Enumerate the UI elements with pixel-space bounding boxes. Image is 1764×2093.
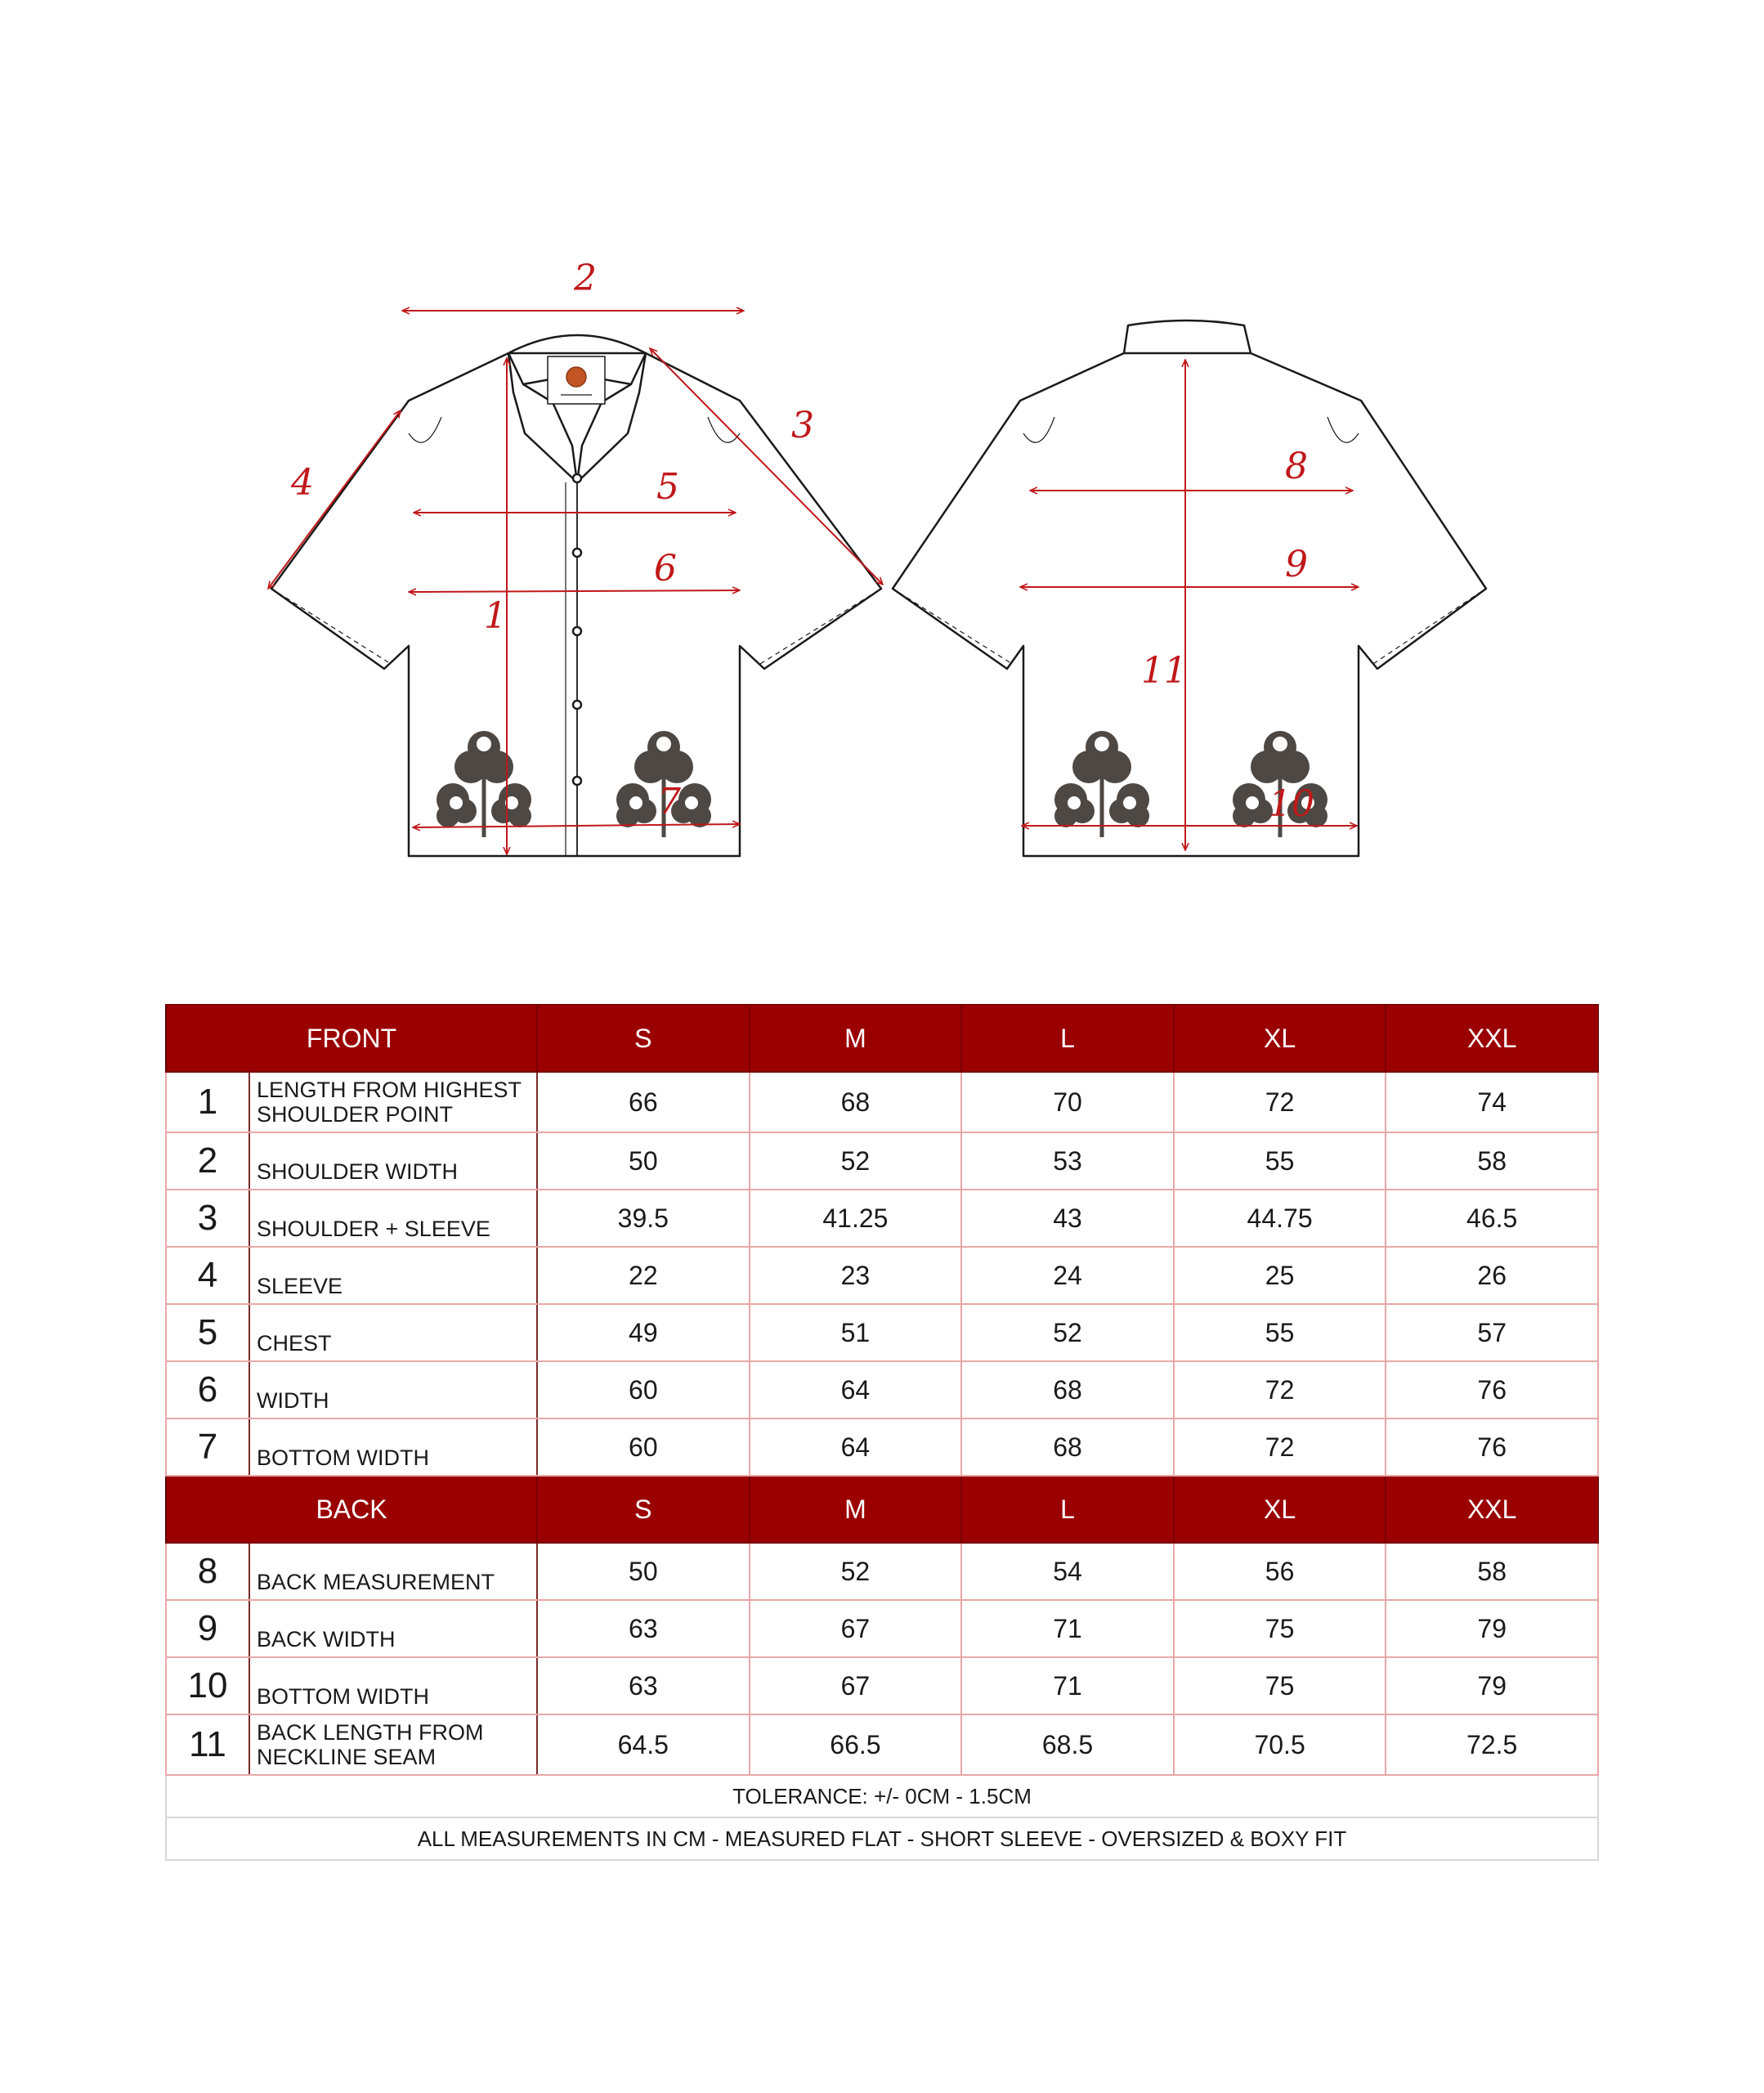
measure-label-2: 2 [574, 258, 597, 299]
front-header-row [166, 1005, 1598, 1072]
measure-value: 66 [537, 1072, 750, 1132]
measure-value: 64 [750, 1361, 962, 1418]
measure-value: 50 [537, 1543, 750, 1600]
measure-label: SHOULDER + SLEEVE [249, 1190, 537, 1247]
size-header-xl: XL [1174, 1005, 1386, 1072]
measure-value: 52 [750, 1543, 962, 1600]
measure-number: 9 [166, 1600, 249, 1657]
measure-number: 5 [166, 1304, 249, 1361]
size-header-m: M [750, 1476, 962, 1543]
table-row [166, 1543, 1598, 1600]
measure-value: 64.5 [537, 1714, 750, 1775]
fit-note: ALL MEASUREMENTS IN CM - MEASURED FLAT - SHORT SLEEVE - OVERSIZED & BOXY FIT [166, 1817, 1598, 1860]
measure-value: 79 [1386, 1600, 1598, 1657]
measure-value: 39.5 [537, 1190, 750, 1247]
measure-value: 70 [961, 1072, 1174, 1132]
table-row [166, 1247, 1598, 1304]
measure-value: 68 [961, 1418, 1174, 1476]
measure-value: 68 [961, 1361, 1174, 1418]
measure-number: 10 [166, 1657, 249, 1714]
measure-label: SHOULDER WIDTH [249, 1132, 537, 1190]
measure-number: 11 [166, 1714, 249, 1775]
measure-value: 41.25 [750, 1190, 962, 1247]
measure-number: 2 [166, 1132, 249, 1190]
measure-label: WIDTH [249, 1361, 537, 1418]
measure-value: 57 [1386, 1304, 1598, 1361]
size-header-xl: XL [1174, 1476, 1386, 1543]
measure-number: 7 [166, 1418, 249, 1476]
back-header-row [166, 1476, 1598, 1543]
size-header-l: L [961, 1005, 1174, 1072]
table-row [166, 1714, 1598, 1775]
measure-value: 22 [537, 1247, 750, 1304]
measure-label: BACK MEASUREMENT [249, 1543, 537, 1600]
measure-value: 71 [961, 1657, 1174, 1714]
measure-label-11: 11 [1141, 650, 1187, 692]
measure-value: 58 [1386, 1543, 1598, 1600]
table-row [166, 1304, 1598, 1361]
measure-value: 74 [1386, 1072, 1598, 1132]
measure-value: 72 [1174, 1072, 1386, 1132]
measure-label-4: 4 [291, 462, 314, 504]
measure-value: 51 [750, 1304, 962, 1361]
measure-value: 44.75 [1174, 1190, 1386, 1247]
measure-value: 70.5 [1174, 1714, 1386, 1775]
measure-value: 56 [1174, 1543, 1386, 1600]
measure-value: 72 [1174, 1418, 1386, 1476]
front-shirt-drawing [271, 335, 881, 856]
measure-value: 50 [537, 1132, 750, 1190]
table-row [166, 1072, 1598, 1132]
measure-number: 1 [166, 1072, 249, 1132]
measure-value: 71 [961, 1600, 1174, 1657]
measure-value: 49 [537, 1304, 750, 1361]
measure-value: 67 [750, 1657, 962, 1714]
front-section-title: FRONT [166, 1005, 537, 1072]
measure-label: BACK WIDTH [249, 1600, 537, 1657]
measure-label-10: 10 [1269, 783, 1314, 825]
measure-value: 66.5 [750, 1714, 962, 1775]
measure-value: 63 [537, 1600, 750, 1657]
measure-value: 46.5 [1386, 1190, 1598, 1247]
measure-value: 63 [537, 1657, 750, 1714]
measure-value: 55 [1174, 1304, 1386, 1361]
measure-value: 25 [1174, 1247, 1386, 1304]
table-row [166, 1132, 1598, 1190]
measure-value: 58 [1386, 1132, 1598, 1190]
measure-value: 76 [1386, 1418, 1598, 1476]
measure-value: 52 [750, 1132, 962, 1190]
size-chart-table [165, 1004, 1599, 1861]
size-header-s: S [537, 1005, 750, 1072]
measure-label-1: 1 [484, 595, 507, 637]
measure-value: 26 [1386, 1247, 1598, 1304]
measure-label-5: 5 [656, 466, 679, 508]
measure-label: SLEEVE [249, 1247, 537, 1304]
size-header-xxl: XXL [1386, 1005, 1598, 1072]
back-section-title: BACK [166, 1476, 537, 1543]
measure-value: 75 [1174, 1657, 1386, 1714]
measure-value: 53 [961, 1132, 1174, 1190]
measure-label: BOTTOM WIDTH [249, 1657, 537, 1714]
measure-value: 24 [961, 1247, 1174, 1304]
measure-value: 79 [1386, 1657, 1598, 1714]
size-header-s: S [537, 1476, 750, 1543]
measure-label-8: 8 [1285, 446, 1308, 487]
back-shirt-drawing [893, 320, 1486, 856]
measure-value: 55 [1174, 1132, 1386, 1190]
measure-value: 72.5 [1386, 1714, 1598, 1775]
shirt-diagram [0, 0, 1764, 924]
measure-label-3: 3 [791, 405, 814, 446]
table-row [166, 1657, 1598, 1714]
measure-value: 68 [750, 1072, 962, 1132]
measure-value: 54 [961, 1543, 1174, 1600]
measure-number: 3 [166, 1190, 249, 1247]
measure-number: 6 [166, 1361, 249, 1418]
table-row [166, 1361, 1598, 1418]
size-header-m: M [750, 1005, 962, 1072]
measure-value: 23 [750, 1247, 962, 1304]
measure-label-6: 6 [654, 548, 677, 589]
tolerance-note: TOLERANCE: +/- 0CM - 1.5CM [166, 1775, 1598, 1817]
measure-value: 43 [961, 1190, 1174, 1247]
measure-label: LENGTH FROM HIGHEST SHOULDER POINT [249, 1072, 537, 1132]
measure-label: BACK LENGTH FROM NECKLINE SEAM [249, 1714, 537, 1775]
measure-number: 4 [166, 1247, 249, 1304]
measure-value: 60 [537, 1418, 750, 1476]
measure-value: 60 [537, 1361, 750, 1418]
measure-value: 64 [750, 1418, 962, 1476]
table-row [166, 1600, 1598, 1657]
measure-value: 75 [1174, 1600, 1386, 1657]
tolerance-note-row [166, 1775, 1598, 1817]
measure-value: 68.5 [961, 1714, 1174, 1775]
measure-label-9: 9 [1285, 544, 1308, 585]
measure-value: 67 [750, 1600, 962, 1657]
size-header-l: L [961, 1476, 1174, 1543]
measure-value: 52 [961, 1304, 1174, 1361]
fit-note-row [166, 1817, 1598, 1860]
measure-value: 72 [1174, 1361, 1386, 1418]
table-row [166, 1418, 1598, 1476]
size-header-xxl: XXL [1386, 1476, 1598, 1543]
measure-value: 76 [1386, 1361, 1598, 1418]
measure-label: CHEST [249, 1304, 537, 1361]
measure-label-7: 7 [658, 781, 681, 822]
measure-label: BOTTOM WIDTH [249, 1418, 537, 1476]
table-row [166, 1190, 1598, 1247]
measure-number: 8 [166, 1543, 249, 1600]
